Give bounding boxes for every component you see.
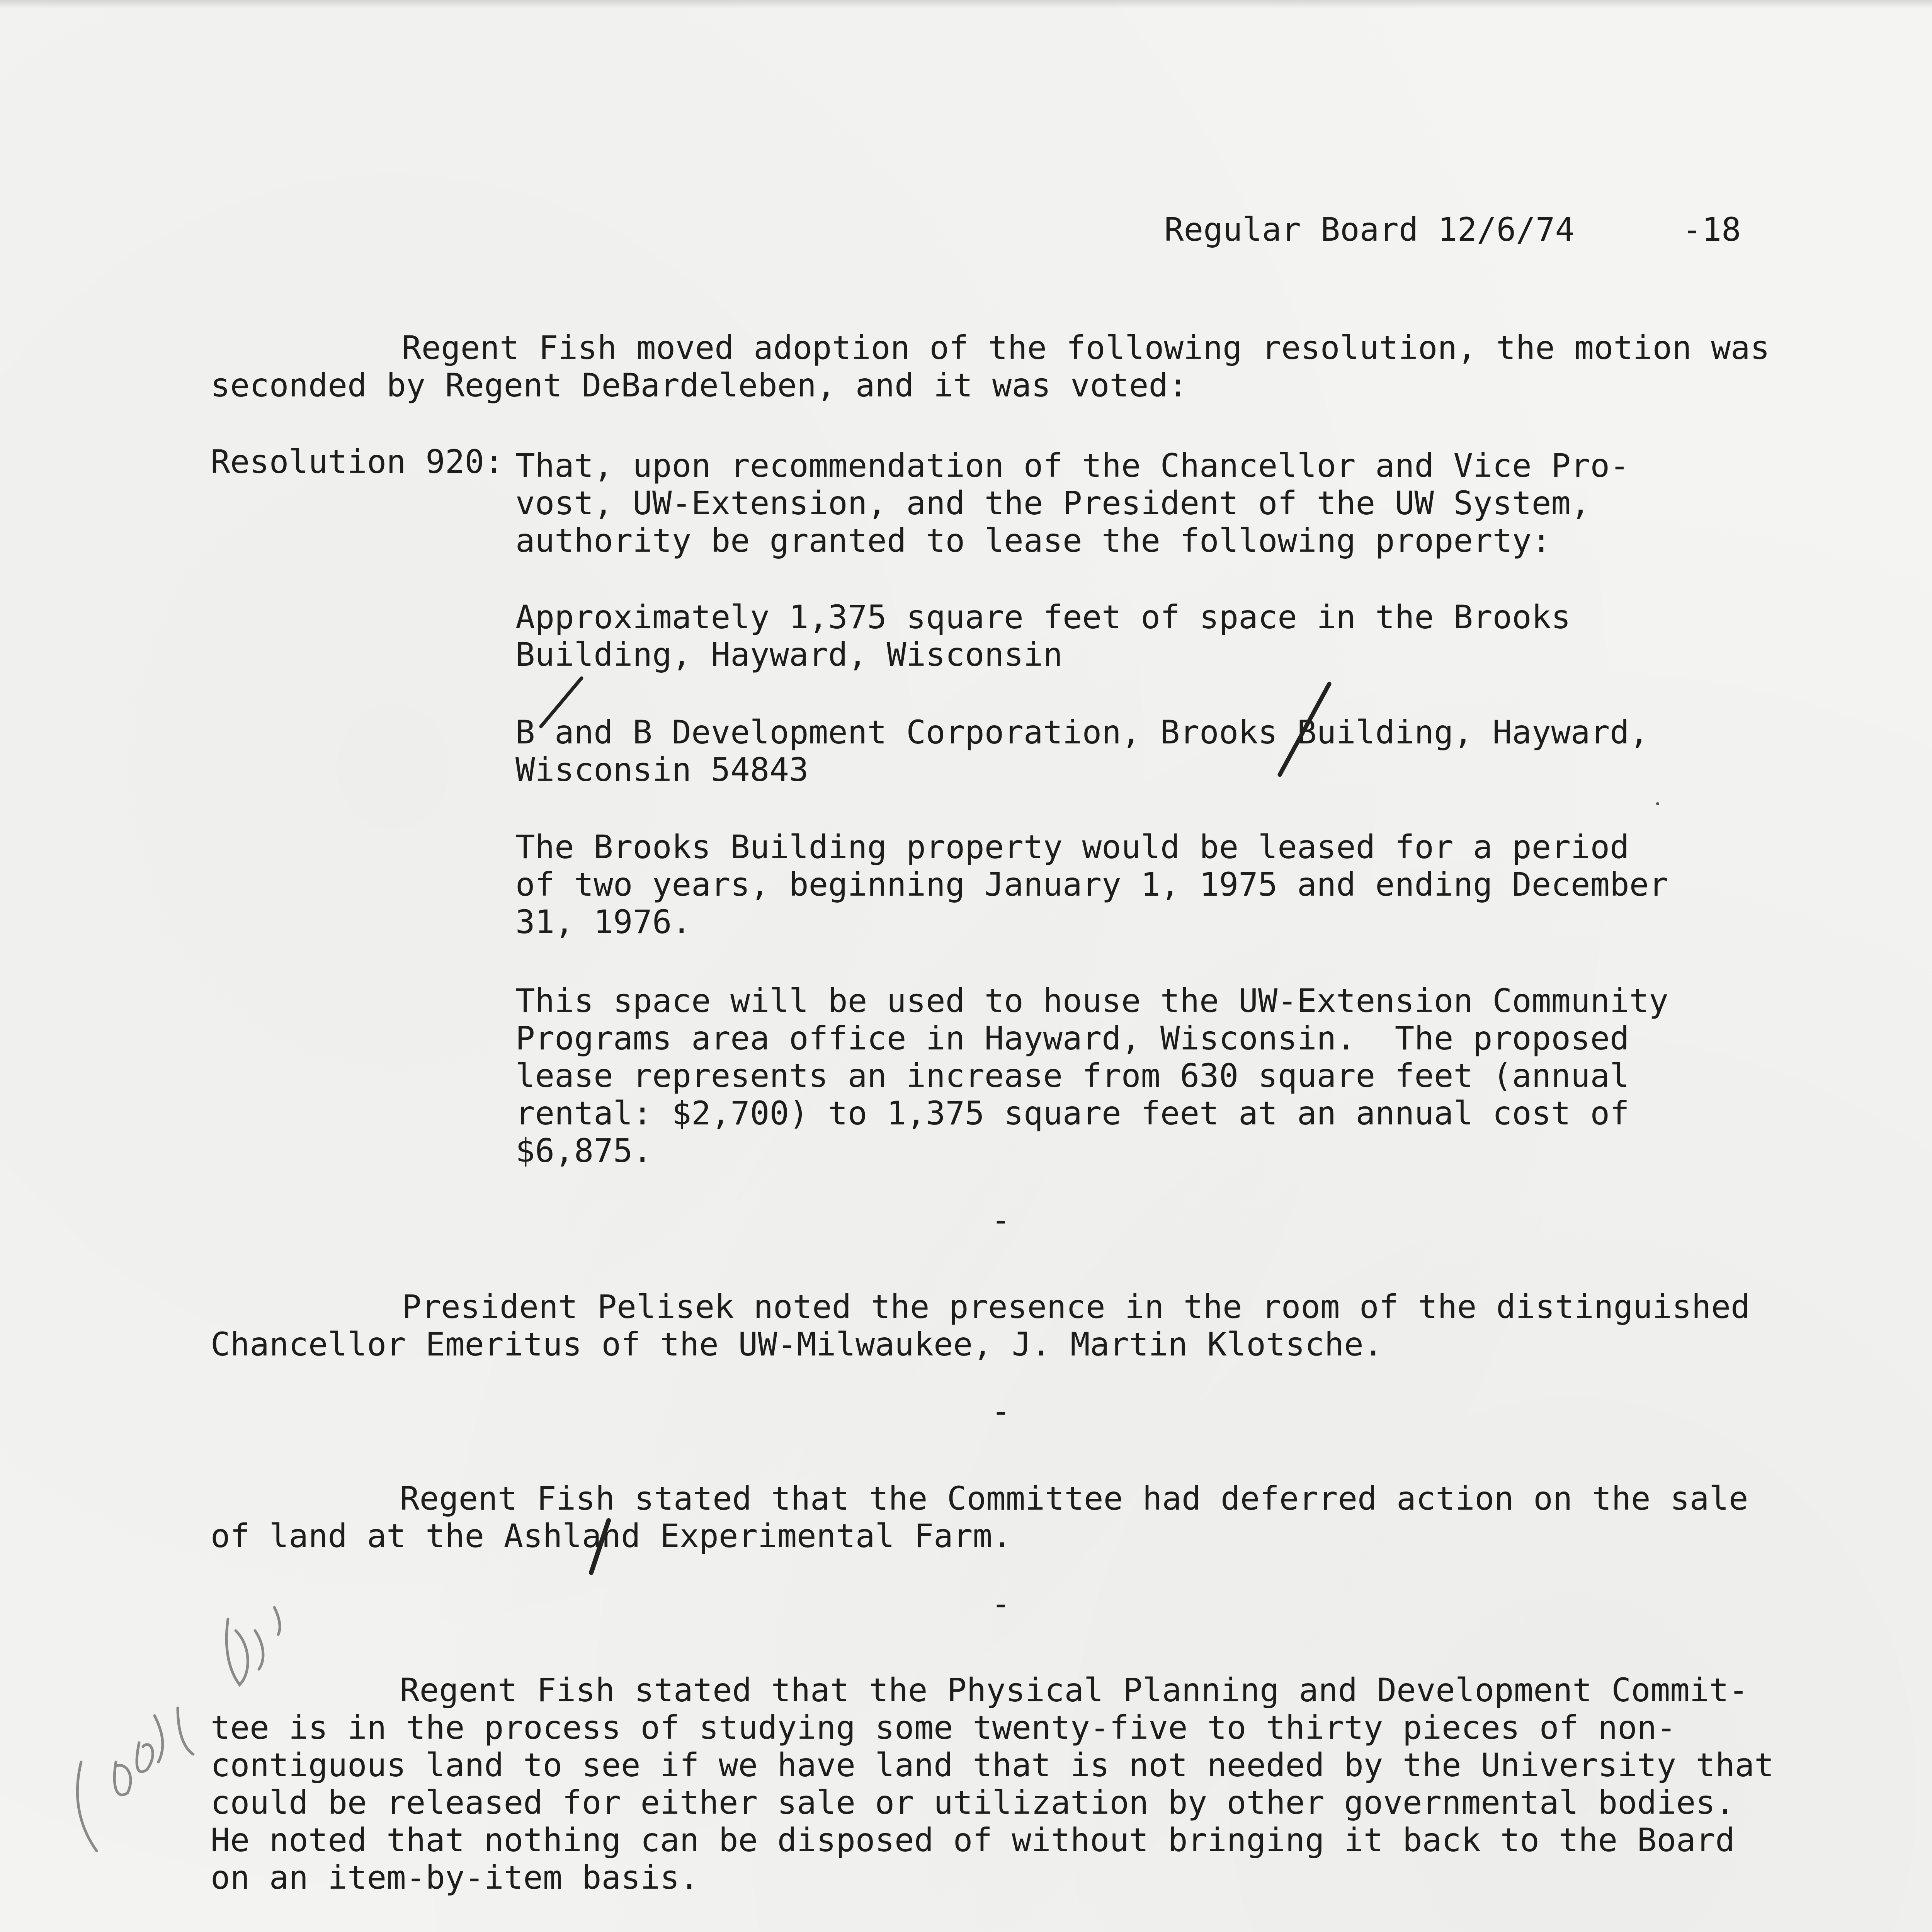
resolution-label: Resolution 920: — [211, 443, 504, 481]
para4-line2: tee is in the process of studying some twenty-five to thirty pieces of non- — [211, 1709, 1676, 1747]
para1-line2: seconded by Regent DeBardeleben, and it was voted: — [211, 366, 1188, 404]
separator-dash: - — [991, 1392, 1011, 1430]
term-line2: of two years, beginning January 1, 1975 and ending December — [515, 866, 1668, 903]
page-header-number: -18 — [1682, 211, 1741, 248]
term-line3: 31, 1976. — [515, 903, 692, 941]
property-line2: Building, Hayward, Wisconsin — [515, 636, 1063, 673]
lessor-line1: B and B Development Corporation, Brooks Building, Hayward, — [515, 713, 1649, 751]
para2-line1: President Pelisek noted the presence in the room of the distinguished — [402, 1288, 1750, 1326]
para3-line1: Regent Fish stated that the Committee had deferred action on the sale — [400, 1480, 1748, 1517]
para4-line1: Regent Fish stated that the Physical Planning and Development Commit- — [400, 1671, 1748, 1709]
resolution-line3: authority be granted to lease the following property: — [515, 522, 1551, 560]
para2-line2: Chancellor Emeritus of the UW-Milwaukee, J. Martin Klotsche. — [211, 1325, 1383, 1363]
para4-line6: on an item-by-item basis. — [211, 1859, 699, 1896]
resolution-line1: That, upon recommendation of the Chancellor and Vice Pro- — [515, 447, 1629, 485]
property-line1: Approximately 1,375 square feet of space in the Brooks — [515, 598, 1571, 636]
separator-dash: - — [991, 1201, 1011, 1239]
use-line3: lease represents an increase from 630 square feet (annual — [515, 1057, 1629, 1095]
para4-line4: could be released for either sale or utilization by other governmental bodies. — [211, 1784, 1735, 1821]
use-line5: $6,875. — [515, 1132, 653, 1170]
pen-slash-mark — [591, 1520, 609, 1573]
para4-line3: contiguous land to see if we have land that is not needed by the University that — [211, 1746, 1774, 1784]
pencil-scribble — [77, 1607, 280, 1851]
para3-line2: of land at the Ashland Experimental Farm. — [211, 1517, 1012, 1555]
para4-line5: He noted that nothing can be disposed of without bringing it back to the Board — [211, 1821, 1735, 1859]
pen-slash-mark — [541, 678, 582, 726]
lessor-line2: Wisconsin 54843 — [515, 751, 809, 789]
para1-line1: Regent Fish moved adoption of the following resolution, the motion was — [402, 329, 1770, 367]
use-line4: rental: $2,700) to 1,375 square feet at an annual cost of — [515, 1094, 1629, 1132]
term-line1: The Brooks Building property would be leased for a period — [515, 828, 1629, 866]
use-line2: Programs area office in Hayward, Wisconsin. The proposed — [515, 1019, 1629, 1057]
use-line1: This space will be used to house the UW-Extension Community — [515, 982, 1668, 1020]
page-header-title: Regular Board 12/6/74 — [1164, 211, 1575, 248]
separator-dash: - — [991, 1585, 1011, 1622]
pen-slash-mark — [1280, 684, 1329, 775]
resolution-line2: vost, UW-Extension, and the President of the UW System, — [515, 484, 1590, 522]
